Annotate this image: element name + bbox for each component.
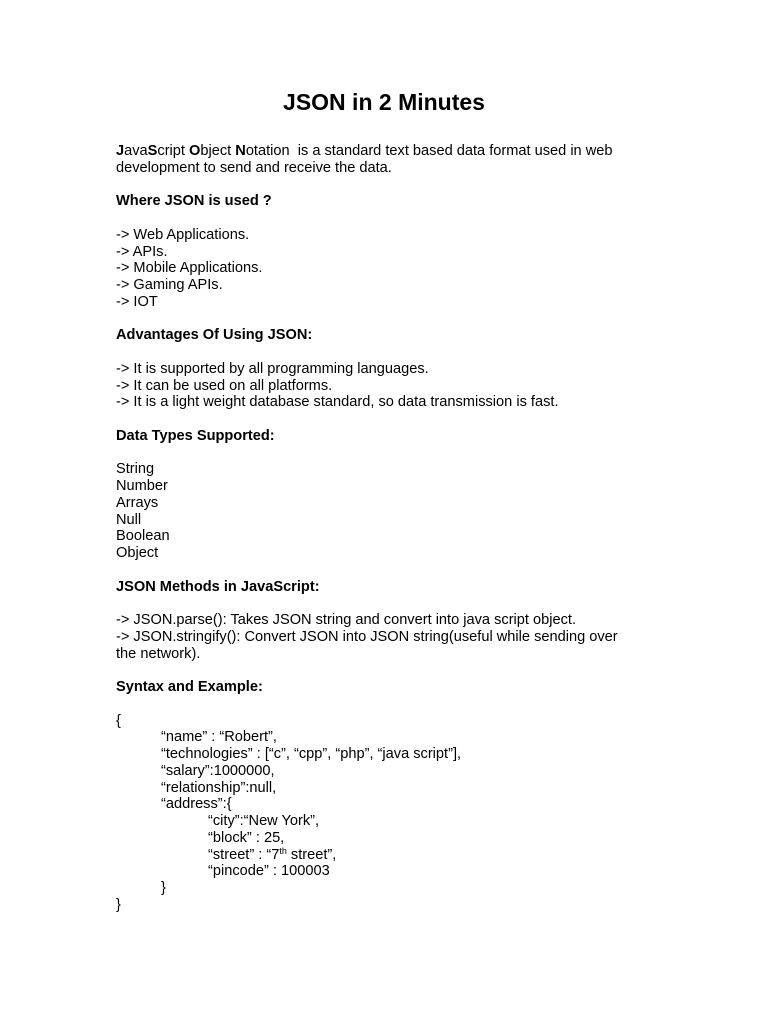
code-line: “name” : “Robert”, — [161, 729, 277, 746]
code-line: “salary”:1000000, — [161, 762, 275, 779]
list-item: String — [116, 461, 155, 478]
list-item: -> It can be used on all platforms. — [116, 377, 333, 394]
street-post: street”, — [286, 846, 337, 863]
where-used-heading: Where JSON is used ? — [116, 193, 272, 210]
page-title: JSON in 2 Minutes — [283, 89, 485, 115]
intro-bold-o: O — [189, 143, 201, 159]
methods-line: -> JSON.stringify(): Convert JSON into JSON string(useful while sending over — [116, 628, 618, 645]
list-item: -> Web Applications. — [116, 226, 250, 243]
code-line: } — [161, 880, 166, 896]
syntax-heading: Syntax and Example: — [116, 679, 263, 695]
intro-bold-s: S — [147, 143, 158, 159]
list-item: -> It is supported by all programming languages. — [116, 360, 429, 377]
code-line: “technologies” : [“c”, “cpp”, “php”, “java script”], — [161, 746, 462, 762]
methods-line: the network). — [116, 645, 201, 662]
methods-line: -> JSON.parse(): Takes JSON string and convert into java script object. — [116, 612, 577, 628]
code-line: “block” : 25, — [208, 829, 285, 846]
code-line: } — [116, 896, 121, 913]
methods-heading: JSON Methods in JavaScript: — [116, 578, 320, 595]
code-line-street — [116, 847, 676, 864]
list-item: Number — [116, 478, 168, 494]
advantages-heading: Advantages Of Using JSON: — [116, 327, 313, 344]
code-line: “relationship”:null, — [161, 779, 277, 796]
code-line: “address”:{ — [161, 796, 232, 813]
list-item: Arrays — [116, 494, 159, 511]
list-item: -> Mobile Applications. — [116, 260, 263, 277]
list-item: Boolean — [116, 528, 170, 545]
list-item: Object — [116, 545, 159, 561]
street-sup: th — [279, 845, 287, 856]
code-line: { — [116, 712, 121, 729]
intro-line-1 — [116, 143, 676, 160]
intro-bject: bject — [200, 143, 236, 159]
list-item: -> IOT — [116, 293, 158, 310]
intro-bold-n: N — [235, 143, 246, 159]
list-item: -> APIs. — [116, 243, 168, 260]
intro-cript: cript — [157, 143, 190, 159]
list-item: -> Gaming APIs. — [116, 277, 223, 293]
code-line: “pincode” : 100003 — [208, 863, 330, 880]
document-body — [116, 143, 676, 914]
intro-ava: ava — [124, 143, 148, 159]
code-line: “city”:“New York”, — [208, 813, 320, 829]
list-item: -> It is a light weight database standard, so data transmission is fast. — [116, 394, 559, 411]
street-pre: “street” : “7 — [208, 846, 280, 863]
list-item: Null — [116, 511, 142, 528]
intro-bold-j: J — [116, 143, 125, 159]
intro-line-2: development to send and receive the data. — [116, 159, 392, 176]
intro-rest: otation is a standard text based data format used in web — [245, 143, 613, 159]
data-types-heading: Data Types Supported: — [116, 427, 275, 444]
